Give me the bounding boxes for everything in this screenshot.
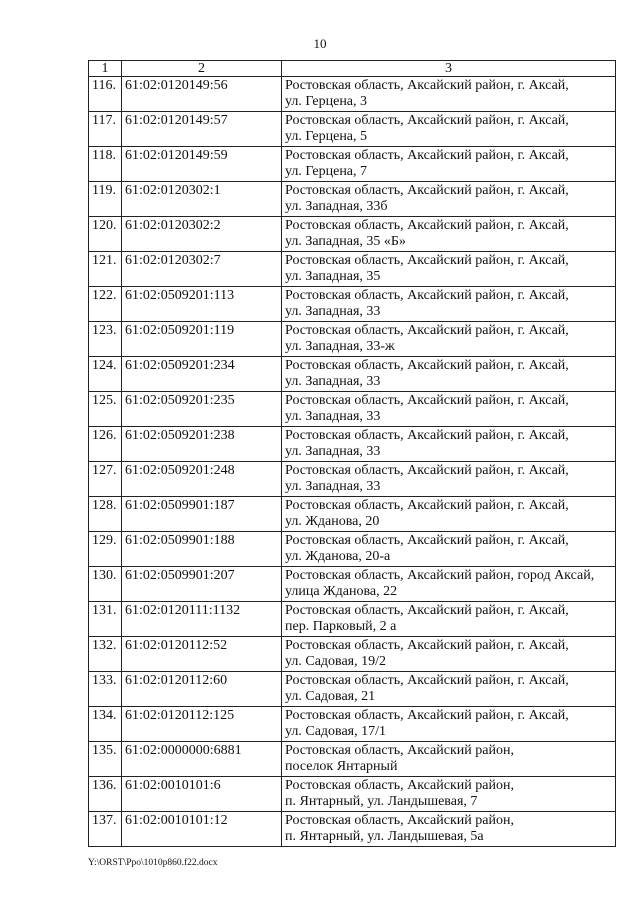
row-number: 117. [89,112,122,147]
cadastral-number: 61:02:0120149:59 [122,147,282,182]
cadastral-number: 61:02:0010101:6 [122,777,282,812]
table-row [89,462,616,497]
table-row [89,287,616,322]
header-cell-2: 2 [122,61,282,77]
address-cell [282,112,616,147]
address-line-1: Ростовская область, Аксайский район, г. Аксай, [285,463,569,478]
row-number: 122. [89,287,122,322]
address-line-2: п. Янтарный, ул. Ландышевая, 5а [285,829,484,844]
table-row [89,567,616,602]
table-row [89,672,616,707]
address-line-2: ул. Западная, 33 [285,444,381,459]
header-cell-3: 3 [282,61,616,77]
table-row [89,427,616,462]
address-line-1: Ростовская область, Аксайский район, [285,778,514,793]
address-line-1: Ростовская область, Аксайский район, г. Аксай, [285,498,569,513]
address-line-1: Ростовская область, Аксайский район, г. Аксай, [285,148,569,163]
address-line-2: ул. Жданова, 20 [285,514,380,529]
cadastral-number: 61:02:0120112:52 [122,637,282,672]
address-line-1: Ростовская область, Аксайский район, г. Аксай, [285,253,569,268]
cadastral-number: 61:02:0509201:234 [122,357,282,392]
cadastral-number: 61:02:0000000:6881 [122,742,282,777]
table-row [89,322,616,357]
address-cell [282,392,616,427]
row-number: 137. [89,812,122,847]
row-number: 133. [89,672,122,707]
table-row [89,602,616,637]
address-line-2: ул. Западная, 33 [285,374,381,389]
row-number: 128. [89,497,122,532]
address-line-2: ул. Садовая, 19/2 [285,654,387,669]
table-row [89,742,616,777]
table-row [89,392,616,427]
table-row [89,707,616,742]
row-number: 116. [89,77,122,112]
row-number: 129. [89,532,122,567]
address-line-1: Ростовская область, Аксайский район, [285,813,514,828]
address-line-2: улица Жданова, 22 [285,584,398,599]
table-row [89,112,616,147]
address-line-1: Ростовская область, Аксайский район, г. Аксай, [285,113,569,128]
row-number: 127. [89,462,122,497]
address-line-2: пер. Парковый, 2 а [285,619,397,634]
cadastral-number: 61:02:0509901:207 [122,567,282,602]
address-cell [282,217,616,252]
table-row [89,77,616,112]
address-line-1: Ростовская область, Аксайский район, г. Аксай, [285,358,569,373]
address-line-1: Ростовская область, Аксайский район, [285,743,514,758]
cadastral-number: 61:02:0120302:1 [122,182,282,217]
cadastral-number: 61:02:0509901:188 [122,532,282,567]
cadastral-number: 61:02:0509201:235 [122,392,282,427]
address-line-2: поселок Янтарный [285,759,398,774]
address-cell [282,322,616,357]
header-cell-1: 1 [89,61,122,77]
cadastral-number: 61:02:0120111:1132 [122,602,282,637]
row-number: 126. [89,427,122,462]
table-row [89,812,616,847]
cadastral-number: 61:02:0509201:119 [122,322,282,357]
cadastral-number: 61:02:0120112:60 [122,672,282,707]
address-cell [282,357,616,392]
address-cell [282,812,616,847]
address-line-1: Ростовская область, Аксайский район, г. Аксай, [285,323,569,338]
address-line-1: Ростовская область, Аксайский район, г. Аксай, [285,603,569,618]
address-line-1: Ростовская область, Аксайский район, г. Аксай, [285,218,569,233]
address-cell [282,497,616,532]
address-cell [282,567,616,602]
cadastral-table [88,60,616,847]
cadastral-number: 61:02:0120149:56 [122,77,282,112]
cadastral-number: 61:02:0120302:2 [122,217,282,252]
row-number: 131. [89,602,122,637]
address-cell [282,637,616,672]
file-path-footer: Y:\ORST\Ppo\1010p860.f22.docx [88,858,218,868]
row-number: 121. [89,252,122,287]
address-line-2: ул. Западная, 33 [285,304,381,319]
address-cell [282,427,616,462]
row-number: 135. [89,742,122,777]
table-row [89,532,616,567]
address-line-1: Ростовская область, Аксайский район, г. Аксай, [285,393,569,408]
address-cell [282,252,616,287]
address-line-2: ул. Жданова, 20-а [285,549,391,564]
address-line-1: Ростовская область, Аксайский район, г. Аксай, [285,78,569,93]
address-line-2: п. Янтарный, ул. Ландышевая, 7 [285,794,478,809]
row-number: 120. [89,217,122,252]
row-number: 124. [89,357,122,392]
address-cell [282,707,616,742]
row-number: 123. [89,322,122,357]
table-row [89,497,616,532]
cadastral-number: 61:02:0509201:238 [122,427,282,462]
address-cell [282,777,616,812]
address-line-2: ул. Западная, 33 [285,479,381,494]
address-cell [282,462,616,497]
address-line-1: Ростовская область, Аксайский район, город Аксай, [285,568,595,583]
address-line-1: Ростовская область, Аксайский район, г. Аксай, [285,533,569,548]
address-cell [282,602,616,637]
cadastral-number: 61:02:0509901:187 [122,497,282,532]
address-line-2: ул. Западная, 33-ж [285,339,395,354]
address-line-1: Ростовская область, Аксайский район, г. Аксай, [285,673,569,688]
cadastral-number: 61:02:0120302:7 [122,252,282,287]
address-line-2: ул. Западная, 35 [285,269,381,284]
address-line-2: ул. Садовая, 17/1 [285,724,387,739]
address-cell [282,742,616,777]
row-number: 125. [89,392,122,427]
address-cell [282,532,616,567]
address-line-2: ул. Герцена, 5 [285,129,368,144]
address-line-1: Ростовская область, Аксайский район, г. Аксай, [285,428,569,443]
table-row [89,357,616,392]
address-cell [282,672,616,707]
table-row [89,252,616,287]
address-line-1: Ростовская область, Аксайский район, г. Аксай, [285,288,569,303]
address-line-2: ул. Западная, 35 «Б» [285,234,406,249]
address-line-2: ул. Садовая, 21 [285,689,376,704]
address-line-2: ул. Герцена, 7 [285,164,368,179]
row-number: 136. [89,777,122,812]
table-row [89,777,616,812]
cadastral-number: 61:02:0120112:125 [122,707,282,742]
row-number: 134. [89,707,122,742]
page-number: 10 [313,36,327,51]
cadastral-number: 61:02:0509201:113 [122,287,282,322]
address-line-1: Ростовская область, Аксайский район, г. Аксай, [285,183,569,198]
address-line-2: ул. Западная, 33б [285,199,388,214]
address-cell [282,77,616,112]
address-line-2: ул. Герцена, 3 [285,94,368,109]
address-line-1: Ростовская область, Аксайский район, г. Аксай, [285,708,569,723]
cadastral-number: 61:02:0010101:12 [122,812,282,847]
table-row [89,637,616,672]
row-number: 130. [89,567,122,602]
table-row [89,182,616,217]
cadastral-number: 61:02:0509201:248 [122,462,282,497]
cadastral-number: 61:02:0120149:57 [122,112,282,147]
row-number: 132. [89,637,122,672]
address-cell [282,287,616,322]
address-line-1: Ростовская область, Аксайский район, г. Аксай, [285,638,569,653]
table-row [89,147,616,182]
row-number: 119. [89,182,122,217]
table-row [89,217,616,252]
address-cell [282,147,616,182]
address-line-2: ул. Западная, 33 [285,409,381,424]
table-header-row [89,61,616,77]
address-cell [282,182,616,217]
row-number: 118. [89,147,122,182]
